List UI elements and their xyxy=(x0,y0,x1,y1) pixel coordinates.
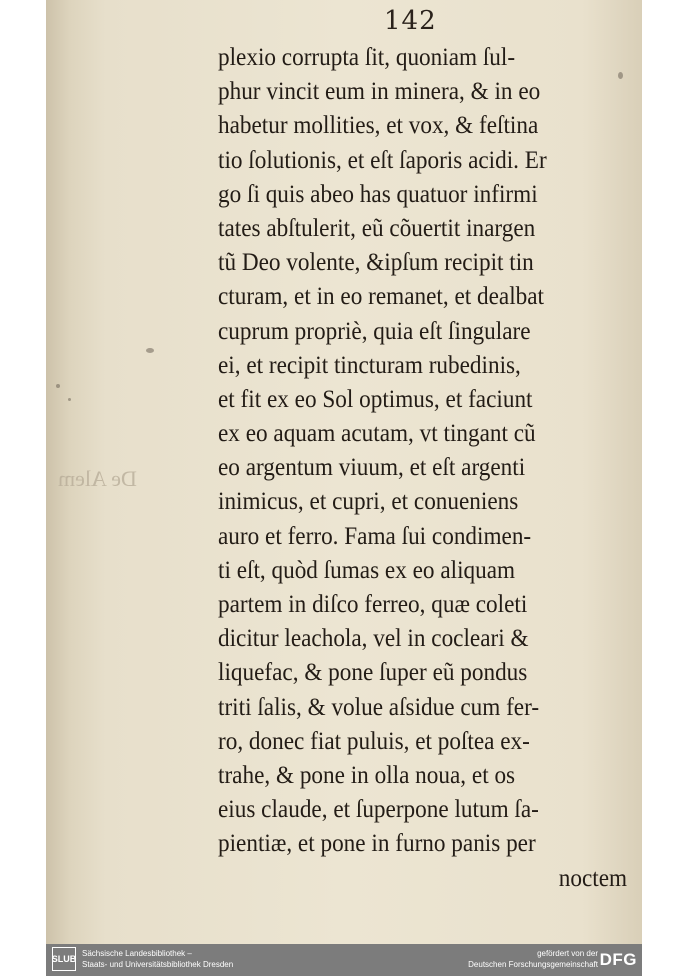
body-text xyxy=(218,40,642,895)
footer-bar xyxy=(46,944,642,976)
scanned-page xyxy=(46,0,642,944)
text-line: cturam, et in eo remanet, et dealbat xyxy=(218,281,545,311)
text-line: trahe, & pone in olla noua, et os xyxy=(218,759,516,789)
text-line: auro et ferro. Fama ſui condimen- xyxy=(218,520,532,550)
slub-logo: SLUB xyxy=(52,947,76,971)
text-line: tũ Deo volente, &ipſum recipit tin xyxy=(218,247,534,277)
text-line: ex eo aquam acutam, vt tingant cũ xyxy=(218,418,536,448)
text-line: dicitur leachola, vel in cocleari & xyxy=(218,623,529,653)
text-line: ei, et recipit tincturam rubedinis, xyxy=(218,349,521,379)
library-name-line: Staats- und Universitätsbibliothek Dresden xyxy=(82,960,234,969)
text-line: cuprum propriè, quia eſt ſingulare xyxy=(218,315,531,345)
text-line: ro, donec fiat puluis, et poſtea ex- xyxy=(218,725,530,755)
text-line: tates abſtulerit, eũ cõuertit inargen xyxy=(218,212,536,242)
ink-smudge xyxy=(146,348,154,353)
text-line: partem in diſco ferreo, quæ coleti xyxy=(218,589,528,618)
dfg-logo: DFG xyxy=(599,950,637,969)
text-line: tio ſolutionis, et eſt ſaporis acidi. Er xyxy=(218,144,547,174)
text-line: plexio corrupta ſit, quoniam ſul- xyxy=(218,42,516,71)
text-line: pientiæ, et pone in furno panis per xyxy=(218,828,536,858)
text-line: eo argentum viuum, et eſt argenti xyxy=(218,452,526,482)
text-line: go ſi quis abeo has quatuor infirmi xyxy=(218,178,538,208)
library-name xyxy=(82,948,233,970)
text-line: et fit ex eo Sol optimus, et faciunt xyxy=(218,383,533,413)
catchword: noctem xyxy=(558,862,628,892)
text-line: ti eſt, quòd ſumas ex eo aliquam xyxy=(218,554,516,584)
text-line: liquefac, & pone ſuper eũ pondus xyxy=(218,657,528,687)
bleed-through-text: De Alem xyxy=(58,466,137,491)
text-line: habetur mollities, et vox, & feſtina xyxy=(218,110,539,140)
page-number: 142 xyxy=(384,6,437,36)
text-line: eius claude, et ſuperpone lutum ſa- xyxy=(218,794,539,824)
library-name-line: Sächsische Landesbibliothek – xyxy=(82,949,192,958)
text-line: inimicus, et cupri, et conueniens xyxy=(218,486,519,516)
ink-smudge xyxy=(68,398,71,401)
sponsor-credit xyxy=(468,948,598,970)
sponsor-line: Deutschen Forschungsgemeinschaft xyxy=(468,960,598,969)
ink-smudge xyxy=(56,384,60,388)
text-line: phur vincit eum in minera, & in eo xyxy=(218,76,541,106)
text-line: triti ſalis, & volue aſsidue cum fer- xyxy=(218,691,540,721)
sponsor-line: gefördert von der xyxy=(537,949,598,958)
